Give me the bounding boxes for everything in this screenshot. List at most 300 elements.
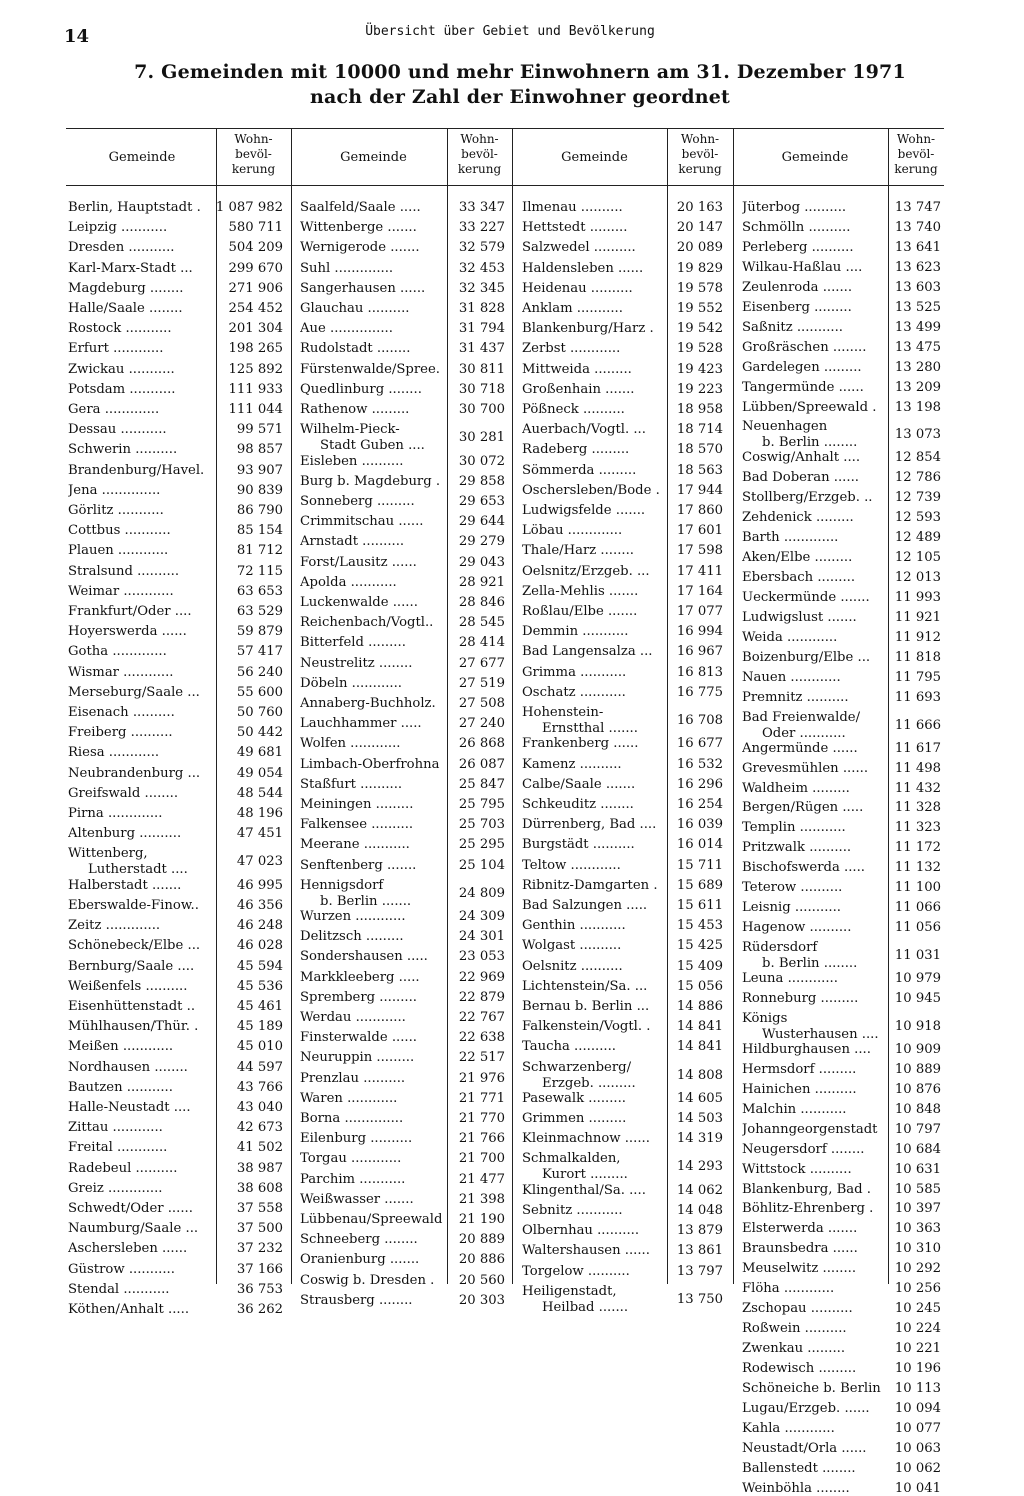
population-value: 28 414 [458,635,505,651]
municipality-name: Luckenwalde ...... [300,594,418,610]
population-value: 13 797 [676,1263,723,1279]
population-value: 10 077 [894,1420,941,1436]
municipality-name: Jüterbog .......... [742,200,847,215]
municipality-name: Teltow ............ [522,857,621,873]
municipality-name: Mittweida ......... [522,361,632,377]
group-divider [512,128,513,1284]
population-value: 16 967 [676,644,723,660]
municipality-name: Klingenthal/Sa. .... [522,1182,646,1198]
population-value: 28 846 [458,594,505,610]
population-value: 28 921 [458,574,505,590]
population-value: 45 461 [236,998,283,1014]
population-value: 41 502 [236,1140,283,1156]
municipality-name: Eisenberg ......... [742,299,852,315]
population-value: 11 498 [894,760,941,776]
municipality-name: Zella-Mehlis ....... [522,583,639,599]
population-value: 15 711 [676,857,723,873]
population-value: 10 889 [894,1061,941,1077]
column-header-wohnbevoelkerung: Wohn- bevöl- kerung [678,132,722,176]
municipality-name: Reichenbach/Vogtl.. [300,615,434,631]
municipality-name: Sangerhausen ...... [300,280,426,296]
population-value: 81 712 [236,543,283,559]
population-value: 25 703 [458,817,505,833]
population-value: 18 570 [676,442,723,458]
municipality-name: Calbe/Saale ....... [522,776,636,792]
municipality-name: Pirna ............. [68,806,163,821]
municipality-name: Erfurt ............ [68,341,164,357]
municipality-name: Zehdenick ......... [742,510,854,526]
municipality-name: Bautzen ........... [68,1079,173,1095]
municipality-name: Döbeln ............ [300,675,402,691]
population-value: 13 209 [894,379,941,395]
municipality-name: Limbach-Oberfrohna [300,756,440,772]
municipality-name: Finsterwalde ...... [300,1030,417,1046]
municipality-name: Gera ............. [68,402,160,417]
population-value: 14 293 [676,1159,723,1175]
municipality-name: Dessau ........... [68,422,167,438]
population-value: 31 828 [458,301,505,316]
municipality-name: Wismar ............ [68,664,174,680]
municipality-name: Aschersleben ...... [68,1241,188,1257]
municipality-name: Rodewisch ......... [742,1361,857,1377]
population-value: 32 345 [458,280,505,296]
municipality-name-continued: Wusterhausen .... [762,1026,879,1042]
municipality-name: Rüdersdorf [742,940,818,956]
municipality-name: Oranienburg ....... [300,1252,420,1268]
population-value: 14 841 [676,1019,723,1035]
population-value: 20 889 [458,1232,505,1248]
municipality-name: Kleinmachnow ...... [522,1131,650,1147]
population-value: 16 254 [676,796,723,812]
population-value: 47 023 [236,854,283,870]
municipality-name: Werdau ............ [300,1010,406,1026]
group-divider [733,128,734,1284]
population-value: 43 766 [236,1079,283,1095]
municipality-name: Wolgast .......... [522,938,622,954]
municipality-name: Großenhain ....... [522,381,635,397]
population-value: 30 718 [458,381,505,397]
municipality-name: Potsdam ........... [68,381,176,397]
municipality-name: Flöha ............ [742,1281,835,1297]
municipality-name: Sebnitz ........... [522,1202,623,1218]
population-value: 48 544 [236,785,283,801]
population-value: 57 417 [236,644,283,660]
population-value: 504 209 [228,240,283,256]
population-value: 17 601 [676,523,723,539]
population-value: 46 028 [236,938,283,954]
population-value: 24 309 [458,909,505,925]
municipality-name: Meuselwitz ........ [742,1261,857,1277]
municipality-name: Wittstock .......... [742,1161,852,1177]
population-value: 31 437 [458,341,505,357]
municipality-name: Lübbenau/Spreewald [300,1212,443,1228]
population-value: 14 841 [676,1039,723,1055]
population-value: 27 240 [458,716,505,732]
municipality-name: Frankfurt/Oder .... [68,604,192,619]
population-value: 111 933 [228,381,283,397]
municipality-name: Grimma ........... [522,664,627,680]
population-value: 10 684 [894,1141,941,1157]
population-value: 13 475 [894,339,941,355]
population-value: 49 681 [236,745,283,761]
municipality-name: Falkensee .......... [300,817,414,833]
population-value: 299 670 [228,260,283,276]
population-value: 11 993 [894,590,941,606]
population-value: 22 638 [458,1030,505,1046]
municipality-name: Aue ............... [300,321,393,337]
population-value: 13 603 [894,279,941,295]
municipality-name: Genthin ........... [522,918,626,934]
population-value: 10 585 [894,1181,941,1197]
municipality-name: Hermsdorf ......... [742,1061,857,1077]
municipality-name: Arnstadt .......... [300,534,405,550]
population-value: 17 598 [676,543,723,559]
municipality-name: Bitterfeld ......... [300,635,406,651]
municipality-name: Falkenstein/Vogtl. . [522,1019,651,1035]
municipality-name: Saßnitz ........... [742,319,843,335]
municipality-name: Aken/Elbe ......... [742,550,853,566]
population-value: 12 489 [894,530,941,546]
population-value: 37 232 [236,1241,283,1257]
municipality-name: Halle-Neustadt .... [68,1099,191,1115]
municipality-name: Wilkau-Haßlau .... [742,259,863,275]
population-value: 10 041 [894,1480,941,1496]
municipality-name: Hennigsdorf [300,877,384,893]
municipality-name: Taucha .......... [522,1039,616,1055]
population-value: 15 425 [676,938,723,954]
population-value: 27 677 [458,655,505,671]
municipality-name: Bad Salzungen ..... [522,897,648,913]
municipality-name: Roßwein .......... [742,1321,847,1337]
municipality-name: Großräschen ........ [742,339,867,355]
municipality-name: Eisenach .......... [68,705,175,720]
population-value: 10 063 [894,1440,941,1456]
population-value: 18 958 [676,402,723,417]
table-title-line-2: nach der Zahl der Einwohner geordnet [309,86,731,108]
municipality-name: Mühlhausen/Thür. . [68,1019,199,1035]
municipality-name: Bergen/Rügen ..... [742,800,864,816]
municipality-name: Tangermünde ...... [742,379,864,395]
population-value: 36 262 [236,1301,283,1317]
municipality-name: Königs [742,1010,788,1026]
municipality-name: Barth ............. [742,530,839,546]
municipality-name: Grevesmühlen ...... [742,760,869,776]
population-value: 85 154 [236,523,283,539]
municipality-name: Meerane ........... [300,837,410,853]
municipality-name: Pritzwalk .......... [742,840,852,856]
population-value: 10 196 [894,1361,941,1377]
municipality-name: Torgau ............ [300,1151,402,1167]
municipality-name: Hoyerswerda ...... [68,624,187,640]
municipality-name: Cottbus ........... [68,523,171,539]
population-value: 38 987 [236,1160,283,1176]
column-header-gemeinde: Gemeinde [108,150,176,165]
municipality-name: Grimmen ......... [522,1111,627,1127]
municipality-name: Schmölln .......... [742,219,851,235]
municipality-name: Crimmitschau ...... [300,514,424,530]
population-value: 46 248 [236,918,283,934]
municipality-name: Hildburghausen .... [742,1041,871,1057]
population-value: 56 240 [236,664,283,680]
municipality-name: Leisnig ........... [742,900,842,916]
population-value: 10 292 [894,1261,941,1277]
population-value: 29 279 [458,534,505,550]
municipality-name: Elsterwerda ....... [742,1221,858,1237]
population-value: 111 044 [228,402,283,417]
population-value: 37 500 [236,1221,283,1237]
municipality-name: Schkeuditz ........ [522,796,634,812]
population-value: 22 517 [458,1050,505,1066]
municipality-name: Ueckermünde ....... [742,590,870,606]
population-value: 21 700 [458,1151,505,1167]
municipality-name: Schwarzenberg/ [522,1059,632,1075]
population-value: 22 969 [458,969,505,985]
population-value: 16 014 [676,837,723,853]
population-value: 46 356 [236,897,283,913]
municipality-name: Gardelegen ......... [742,359,862,375]
population-value: 10 062 [894,1460,941,1476]
population-value: 12 593 [894,510,941,526]
population-value: 10 113 [894,1381,941,1397]
population-value: 37 558 [236,1200,283,1216]
population-value: 26 087 [458,756,505,772]
population-value: 10 979 [894,971,941,987]
population-value: 21 976 [458,1070,505,1086]
municipality-name: Schneeberg ........ [300,1232,418,1248]
municipality-name: Premnitz .......... [742,689,849,705]
municipality-name: Eilenburg .......... [300,1131,413,1147]
population-value: 12 739 [894,490,941,506]
municipality-name-continued: Oder ........... [762,725,846,741]
population-value: 11 921 [894,609,941,625]
population-value: 20 147 [676,220,723,236]
population-value: 271 906 [228,280,283,296]
municipality-name: Auerbach/Vogtl. ... [522,422,646,438]
population-value: 50 760 [236,705,283,720]
population-value: 13 280 [894,359,941,375]
population-value: 21 771 [458,1090,505,1106]
population-value: 10 918 [894,1018,941,1034]
municipality-name: Templin ........... [742,820,846,836]
municipality-name: Radeberg ......... [522,442,630,458]
population-value: 11 328 [894,800,941,816]
municipality-name: Kamenz .......... [522,756,622,772]
municipality-name: Hagenow .......... [742,920,852,936]
population-value: 24 301 [458,929,505,945]
column-header-gemeinde: Gemeinde [781,150,849,165]
population-value: 14 808 [676,1067,723,1083]
population-value: 28 545 [458,615,505,631]
municipality-name: Schöneiche b. Berlin [742,1381,881,1397]
municipality-name: Waldheim ......... [742,780,850,796]
municipality-name: Eisenhüttenstadt .. [68,998,196,1014]
population-value: 90 839 [236,482,283,498]
population-value: 18 714 [676,422,723,438]
population-value: 13 198 [894,399,941,415]
municipality-name: Heiligenstadt, [522,1283,617,1299]
municipality-name-continued: Heilbad ....... [542,1299,629,1315]
population-value: 13 499 [894,319,941,335]
population-value: 10 245 [894,1301,941,1317]
population-value: 31 794 [458,321,505,337]
population-value: 15 453 [676,918,723,934]
column-header-gemeinde: Gemeinde [340,150,407,165]
population-value: 25 795 [458,796,505,812]
municipality-name: Strausberg ........ [300,1292,413,1308]
municipality-name: Braunsbedra ...... [742,1241,858,1257]
municipality-name: Bad Langensalza ... [522,644,653,660]
population-value: 19 542 [676,321,723,337]
population-value: 45 594 [236,958,283,974]
municipality-name: Wittenberge ....... [300,220,417,236]
municipality-name: Neustadt/Orla ...... [742,1440,867,1456]
population-value: 48 196 [236,806,283,821]
population-value: 11 132 [894,860,941,876]
population-value: 50 442 [236,725,283,741]
population-value: 16 775 [676,684,723,700]
municipality-name: Wurzen ............ [300,909,406,925]
municipality-name: Haldensleben ...... [522,260,644,276]
population-value: 15 611 [676,897,723,913]
municipality-name: Bernau b. Berlin ... [522,998,650,1014]
municipality-name: Neugersdorf ........ [742,1141,865,1157]
municipality-name: Stollberg/Erzgeb. .. [742,490,873,506]
population-value: 125 892 [228,361,283,377]
municipality-name: Neuruppin ......... [300,1050,415,1066]
municipality-name: Angermünde ...... [742,740,858,756]
municipality-name: Burg b. Magdeburg . [300,473,441,489]
municipality-name: Fürstenwalde/Spree. [300,361,440,377]
population-value: 19 423 [676,361,723,377]
population-value: 93 907 [236,462,283,478]
municipality-name-continued: Ernstthal ....... [542,721,638,736]
municipality-name: Naumburg/Saale ... [68,1221,199,1237]
municipality-name: Meiningen ......... [300,796,414,812]
population-value: 12 854 [894,450,941,466]
table-title [120,60,920,110]
municipality-name: Rathenow ......... [300,402,410,417]
population-value: 13 525 [894,299,941,315]
municipality-name: Pasewalk ......... [522,1090,626,1106]
population-value: 10 397 [894,1201,941,1217]
municipality-name: Weißwasser ....... [300,1191,414,1207]
population-value: 10 221 [894,1341,941,1357]
municipality-name: Bernburg/Saale .... [68,958,195,974]
table-title-line-1: 7. Gemeinden mit 10000 und mehr Einwohnern am 31. Dezember 1971 [134,61,906,83]
population-value: 30 700 [458,402,505,417]
population-value: 10 945 [894,991,941,1007]
population-value: 19 578 [676,280,723,296]
population-value: 10 797 [894,1121,941,1137]
municipality-name: Spremberg ......... [300,989,418,1005]
municipality-name: Frankenberg ...... [522,736,639,752]
population-value: 580 711 [228,220,283,236]
population-value: 63 529 [236,604,283,619]
municipality-name: Schwerin .......... [68,442,178,458]
population-value: 29 644 [458,514,505,530]
municipality-name: Riesa ............ [68,745,160,761]
municipality-name: Zwickau ........... [68,361,175,377]
municipality-name: Senftenberg ....... [300,857,417,873]
municipality-name: Plauen ............ [68,543,169,559]
municipality-name: Meißen ............ [68,1039,174,1055]
municipality-name: Suhl .............. [300,260,394,276]
municipality-name: Nauen ............ [742,669,841,685]
municipality-name: Olbernhau .......... [522,1223,640,1239]
population-value: 15 056 [676,978,723,994]
population-value: 19 223 [676,381,723,397]
population-value: 13 623 [894,259,941,275]
population-value: 11 912 [894,629,941,645]
municipality-name: Oschatz ........... [522,684,626,700]
population-value: 20 886 [458,1252,505,1268]
population-value: 22 767 [458,1010,505,1026]
population-value: 11 666 [894,717,941,733]
municipality-name: Teterow .......... [742,880,843,896]
municipality-name: Ebersbach ......... [742,570,856,586]
municipality-name: Blankenburg/Harz . [522,321,654,337]
population-value: 72 115 [236,563,283,579]
population-value: 15 689 [676,877,723,893]
population-value: 36 753 [236,1281,283,1297]
population-value: 10 909 [894,1041,941,1057]
population-value: 24 809 [458,885,505,901]
population-value: 11 795 [894,669,941,685]
municipality-name: Ludwigslust ....... [742,609,857,625]
population-value: 19 528 [676,341,723,357]
municipality-name: Weißenfels .......... [68,978,188,994]
population-value: 15 409 [676,958,723,974]
municipality-name: Wolfen ............ [300,736,401,752]
municipality-name: Burgstädt .......... [522,837,635,853]
municipality-name: Bischofswerda ..... [742,860,865,876]
municipality-name: Neubrandenburg ... [68,765,201,781]
population-value: 17 944 [676,482,723,498]
municipality-name: Annaberg-Buchholz. [300,695,436,711]
column-header-wohnbevoelkerung: Wohn- bevöl- kerung [457,132,502,176]
population-value: 11 818 [894,649,941,665]
population-value: 14 319 [676,1131,723,1147]
municipality-name: Neustrelitz ........ [300,655,413,671]
municipality-name: Malchin ........... [742,1101,847,1117]
municipality-name: Oschersleben/Bode . [522,482,660,498]
municipality-name: Brandenburg/Havel. [68,462,205,478]
municipality-name: Lübben/Spreewald . [742,399,877,415]
municipality-name: Hettstedt ......... [522,220,628,236]
municipality-name: Nordhausen ........ [68,1059,188,1075]
municipality-name: Wittenberg, [68,846,148,862]
population-value: 11 693 [894,689,941,705]
population-value: 14 048 [676,1202,723,1218]
municipality-name: Oelsnitz .......... [522,958,623,974]
municipality-name: Forst/Lausitz ...... [300,554,417,570]
municipality-name: Dürrenberg, Bad .... [522,817,657,833]
group-divider [291,128,292,1284]
municipality-name: Schmalkalden, [522,1151,621,1167]
population-value: 12 013 [894,570,941,586]
population-value: 98 857 [236,442,283,458]
municipality-name: Neuenhagen [742,419,828,435]
municipality-name: Waltershausen ...... [522,1243,650,1259]
municipality-name: Dresden ........... [68,240,175,256]
population-value: 13 641 [894,239,941,255]
municipality-name: Weida ............ [742,629,838,645]
municipality-name: Güstrow ........... [68,1261,175,1277]
population-value: 13 747 [894,200,941,215]
column-header-gemeinde: Gemeinde [561,150,628,165]
population-value: 13 740 [894,219,941,235]
municipality-name: Leuna ............ [742,971,838,987]
